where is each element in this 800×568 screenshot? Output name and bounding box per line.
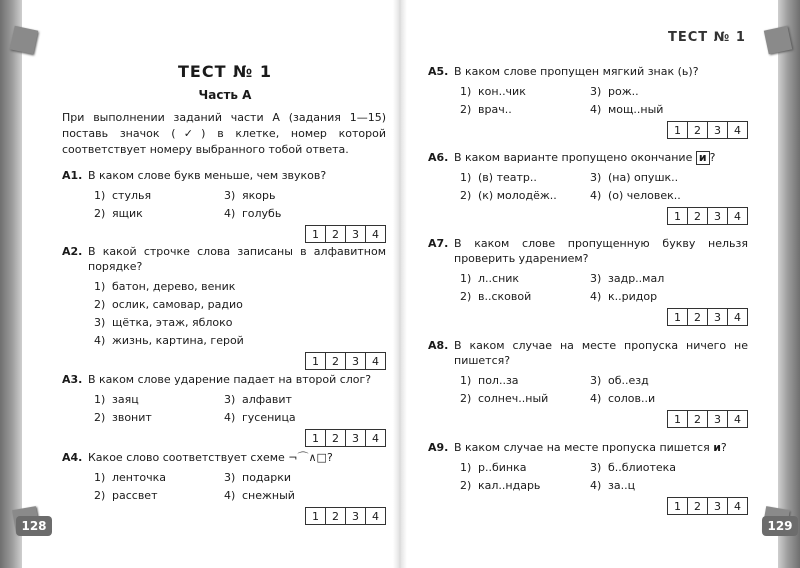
answer-cell-1[interactable]: 1 (305, 429, 326, 447)
answer-grid (62, 507, 386, 525)
answer-option: 3) щётка, этаж, яблоко (94, 316, 233, 329)
answer-cell-4[interactable]: 4 (727, 121, 748, 139)
page-number-left: 128 (16, 516, 52, 536)
answer-option: 1) р..бинка (460, 461, 527, 474)
answer-option: 2) звонит (94, 411, 152, 424)
answer-cell-3[interactable]: 3 (707, 410, 728, 428)
answer-cell-3[interactable]: 3 (707, 121, 728, 139)
answer-grid (428, 207, 748, 225)
answer-grid (62, 429, 386, 447)
answer-cell-4[interactable]: 4 (365, 225, 386, 243)
answer-option: 4) к..ридор (590, 290, 658, 303)
answer-option: 3) б..блиотека (590, 461, 677, 474)
answer-option: 4) жизнь, картина, герой (94, 334, 244, 347)
answer-grid (62, 352, 386, 370)
answer-option: 3) (на) опушк.. (590, 171, 679, 184)
answer-cell-2[interactable]: 2 (687, 497, 708, 515)
book-gutter (393, 0, 407, 568)
question-text: В каком слове букв меньше, чем звуков? (88, 169, 327, 182)
answer-option: 4) солов..и (590, 392, 656, 405)
question-number: А4. (62, 451, 83, 464)
answer-option: 4) голубь (224, 207, 282, 220)
corner-square-decoration (10, 26, 38, 54)
answer-option: 4) за..ц (590, 479, 636, 492)
answer-cell-3[interactable]: 3 (707, 497, 728, 515)
answer-option: 1) л..сник (460, 272, 520, 285)
answer-cell-3[interactable]: 3 (345, 507, 366, 525)
instructions: При выполнении заданий части А (задания 1—15) поставь значок (✓) в клетке, номер которой соответствует номеру выбранного тобой ответа. (62, 111, 386, 156)
answer-cell-4[interactable]: 4 (727, 410, 748, 428)
answer-option: 1) ленточка (94, 471, 167, 484)
question-text: В какой строчке слова записаны в алфавитном порядке? (88, 245, 386, 273)
corner-square-decoration (764, 26, 792, 54)
answer-option: 4) гусеница (224, 411, 296, 424)
answer-option: 1) батон, дерево, веник (94, 280, 236, 293)
answer-cell-1[interactable]: 1 (667, 497, 688, 515)
answer-option: 4) (о) человек.. (590, 189, 681, 202)
answer-cell-1[interactable]: 1 (667, 207, 688, 225)
answer-cell-1[interactable]: 1 (667, 308, 688, 326)
answer-cell-4[interactable]: 4 (727, 207, 748, 225)
answer-option: 3) алфавит (224, 393, 292, 406)
answer-cell-1[interactable]: 1 (305, 225, 326, 243)
answer-option: 2) в..сковой (460, 290, 532, 303)
test-title: ТЕСТ № 1 (177, 62, 273, 81)
answer-cell-1[interactable]: 1 (667, 121, 688, 139)
answer-option: 2) рассвет (94, 489, 158, 502)
question-a6 (428, 150, 748, 225)
answer-cell-2[interactable]: 2 (687, 308, 708, 326)
question-a3 (62, 372, 386, 447)
answer-option: 1) заяц (94, 393, 139, 406)
question-a1 (62, 168, 386, 243)
answer-cell-4[interactable]: 4 (727, 308, 748, 326)
answer-cell-3[interactable]: 3 (345, 225, 366, 243)
answer-cell-1[interactable]: 1 (305, 507, 326, 525)
left-side-bar (0, 0, 22, 568)
question-number: А5. (428, 65, 449, 78)
answer-cell-1[interactable]: 1 (305, 352, 326, 370)
question-text: В каком слове пропущен мягкий знак (ь)? (454, 65, 699, 78)
question-text: Какое слово соответствует схеме ¬⌒∧□? (88, 451, 333, 464)
question-text: В каком слове ударение падает на второй слог? (88, 373, 372, 386)
bold-letter: и (713, 441, 721, 454)
answer-cell-2[interactable]: 2 (687, 121, 708, 139)
answer-grid (428, 121, 748, 139)
question-a2 (62, 244, 386, 370)
question-text: В каком слове пропущенную букву нельзя проверить ударением? (454, 237, 748, 265)
answer-cell-4[interactable]: 4 (365, 507, 386, 525)
answer-grid (428, 410, 748, 428)
answer-cell-2[interactable]: 2 (325, 429, 346, 447)
answer-cell-4[interactable]: 4 (727, 497, 748, 515)
running-header: ТЕСТ № 1 (668, 30, 746, 45)
answer-option: 2) ослик, самовар, радио (94, 298, 243, 311)
answer-cell-4[interactable]: 4 (365, 352, 386, 370)
question-a9 (428, 440, 748, 515)
answer-grid (428, 497, 748, 515)
answer-option: 1) (в) театр.. (460, 171, 537, 184)
question-a8 (428, 338, 748, 428)
answer-cell-3[interactable]: 3 (345, 429, 366, 447)
question-a4 (62, 450, 386, 525)
answer-option: 1) кон..чик (460, 85, 526, 98)
question-a7 (428, 236, 748, 326)
page-number-right: 129 (762, 516, 798, 536)
question-number: А6. (428, 151, 449, 164)
question-number: А1. (62, 169, 83, 182)
answer-option: 3) об..езд (590, 374, 649, 387)
answer-cell-2[interactable]: 2 (687, 410, 708, 428)
answer-option: 2) солнеч..ный (460, 392, 549, 405)
answer-option: 3) задр..мал (590, 272, 665, 285)
question-text: В каком случае на месте пропуска пишется и? (454, 441, 727, 454)
answer-cell-3[interactable]: 3 (345, 352, 366, 370)
answer-cell-2[interactable]: 2 (325, 507, 346, 525)
question-number: А3. (62, 373, 83, 386)
answer-option: 2) врач.. (460, 103, 512, 116)
answer-option: 2) ящик (94, 207, 143, 220)
answer-cell-4[interactable]: 4 (365, 429, 386, 447)
answer-cell-3[interactable]: 3 (707, 207, 728, 225)
answer-cell-1[interactable]: 1 (667, 410, 688, 428)
answer-option: 3) якорь (224, 189, 276, 202)
question-text: В каком варианте пропущено окончание и ? (454, 151, 716, 164)
answer-cell-3[interactable]: 3 (707, 308, 728, 326)
answer-option: 3) подарки (224, 471, 292, 484)
answer-option: 1) стулья (94, 189, 152, 202)
question-text: В каком случае на месте пропуска ничего не пишется? (454, 339, 748, 367)
answer-option: 2) кал..ндарь (460, 479, 541, 492)
answer-cell-2[interactable]: 2 (687, 207, 708, 225)
question-number: А9. (428, 441, 449, 454)
answer-option: 3) рож.. (590, 85, 639, 98)
question-number: А7. (428, 237, 449, 250)
question-number: А8. (428, 339, 449, 352)
answer-cell-2[interactable]: 2 (325, 225, 346, 243)
answer-option: 4) снежный (224, 489, 295, 502)
answer-grid (62, 225, 386, 243)
answer-option: 2) (к) молодёж.. (460, 189, 557, 202)
question-number: А2. (62, 245, 83, 258)
answer-option: 1) пол..за (460, 374, 519, 387)
right-side-bar (778, 0, 800, 568)
boxed-letter: и (696, 151, 710, 165)
part-title: Часть А (198, 88, 252, 102)
answer-grid (428, 308, 748, 326)
question-a5 (428, 64, 748, 139)
answer-option: 4) мощ..ный (590, 103, 664, 116)
answer-cell-2[interactable]: 2 (325, 352, 346, 370)
